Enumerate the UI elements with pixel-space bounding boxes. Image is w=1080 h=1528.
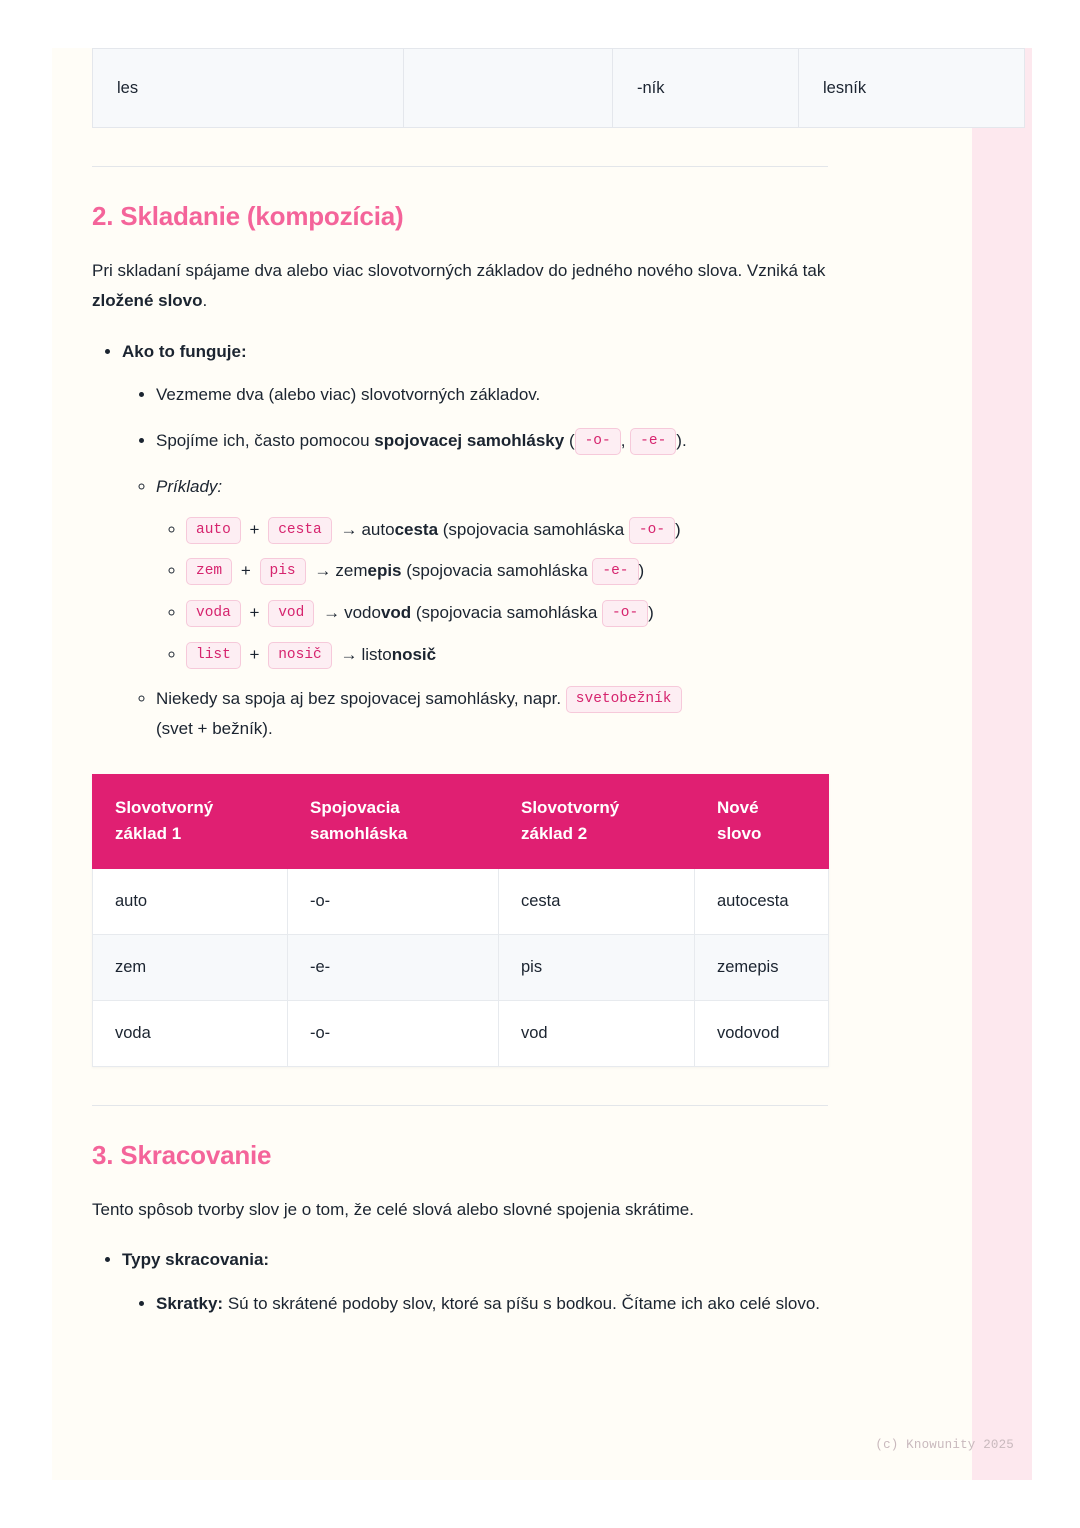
section-divider-2 (92, 1105, 828, 1106)
continued-table (92, 48, 1025, 128)
column-header-base1: Slovotvorný základ 1 (93, 774, 288, 868)
example-base2-chip: cesta (268, 517, 332, 544)
section3-intro: Tento spôsob tvorby slov je o tom, že celé slová alebo slovné spojenia skrátime. (92, 1199, 694, 1219)
plus-sign: + (240, 561, 251, 581)
section2-intro (92, 256, 828, 316)
example-note-open: (spojovacia samohláska (401, 561, 593, 581)
list-item (186, 512, 828, 548)
cell-vowel: -e- (288, 934, 499, 1000)
list-item (186, 595, 828, 631)
arrow-icon: → (340, 519, 358, 539)
example-note-close: ) (638, 561, 645, 581)
cell-newword: autocesta (695, 868, 829, 934)
table-row (93, 49, 1025, 128)
how-it-works-list (92, 338, 828, 744)
without-vowel-post: (svet + bežník). (156, 719, 273, 739)
section-heading-2: 2. Skladanie (kompozícia) (92, 201, 404, 231)
without-vowel-pre: Niekedy sa spoja aj bez spojovacej samohlásky, napr. (156, 689, 566, 709)
section2-intro-bold: zložené slovo (92, 290, 203, 310)
list-item (186, 553, 828, 589)
types-sublist (122, 1289, 828, 1319)
abbrev-label: Skratky: (156, 1294, 224, 1314)
plus-sign: + (249, 603, 260, 623)
cell-base2: vod (499, 1000, 695, 1066)
cell-base1: zem (93, 934, 288, 1000)
vowel-chip-o: -o- (575, 428, 621, 455)
list-item (156, 426, 828, 456)
example-result-bold: nosič (391, 644, 437, 664)
table-row (93, 868, 829, 934)
example-result-bold: vod (380, 603, 412, 623)
step1-text: Vezmeme dva (alebo viac) slovotvorných základov. (156, 385, 541, 405)
example-result-plain: vodo (344, 603, 381, 623)
example-result-bold: epis (367, 561, 402, 581)
list-item-examples (156, 472, 828, 673)
table-row (93, 934, 829, 1000)
example-base1-chip: list (186, 642, 241, 669)
vowel-chip-e: -e- (630, 428, 676, 455)
cell-vowel: -o- (288, 1000, 499, 1066)
examples-sublist (156, 512, 828, 673)
examples-list (122, 472, 828, 744)
document-content (92, 48, 867, 1335)
cell-base1: auto (93, 868, 288, 934)
example-note-open: (spojovacia samohláska (438, 519, 629, 539)
cell-base1: voda (93, 1000, 288, 1066)
step2-bold: spojovacej samohlásky (374, 431, 565, 451)
step2-comma: , (620, 431, 631, 451)
list-item-types (122, 1246, 828, 1319)
list-item (186, 637, 828, 673)
example-base1-chip: auto (186, 517, 241, 544)
step2-pre: Spojíme ich, často pomocou (156, 431, 375, 451)
copyright-notice: (c) Knowunity 2025 (875, 1438, 1014, 1452)
examples-label: Príklady: (156, 476, 223, 496)
example-base2-chip: nosič (268, 642, 332, 669)
example-result-plain: auto (361, 519, 395, 539)
section-heading-3: 3. Skracovanie (92, 1139, 272, 1170)
example-base1-chip: voda (186, 600, 241, 627)
list-item (156, 380, 828, 410)
section2-intro-text: Pri skladaní spájame dva alebo viac slovotvorných základov do jedného nového slova. Vzniká tak (92, 261, 826, 280)
cell-vowel: -o- (288, 868, 499, 934)
example-result-plain: listo (361, 644, 392, 664)
plus-sign: + (249, 644, 260, 664)
how-it-works-label: Ako to funguje: (122, 341, 247, 361)
example-result-bold: cesta (394, 519, 439, 539)
arrow-icon: → (323, 603, 341, 623)
cell-base2: cesta (499, 868, 695, 934)
list-item-how-it-works (122, 338, 828, 744)
example-base1-chip: zem (186, 558, 232, 585)
column-header-vowel: Spojovacia samohláska (288, 774, 499, 868)
example-note-open: (spojovacia samohláska (411, 603, 603, 623)
cell-newword: zemepis (695, 934, 829, 1000)
example-base2-chip: pis (260, 558, 306, 585)
arrow-icon: → (340, 644, 358, 664)
example-note-close: ) (648, 603, 654, 623)
example-vowel-chip: -o- (629, 517, 675, 544)
example-note-close: ) (675, 519, 681, 539)
abbrev-text: Sú to skrátené podoby slov, ktoré sa píšu s bodkou. Čítame ich ako celé slovo. (223, 1294, 821, 1314)
step2-close: ). (676, 431, 687, 451)
cell-base2: pis (499, 934, 695, 1000)
table-cell-newword: lesník (799, 49, 1025, 128)
example-vowel-chip: -e- (592, 558, 638, 585)
table-cell-prefix (404, 49, 613, 128)
steps-list (122, 380, 828, 456)
example-base2-chip: vod (268, 600, 314, 627)
table-header-row (93, 774, 829, 868)
example-vowel-chip: -o- (602, 600, 648, 627)
column-header-base2: Slovotvorný základ 2 (499, 774, 695, 868)
types-label: Typy skracovania: (122, 1250, 270, 1270)
types-list (92, 1246, 828, 1319)
composition-table (92, 774, 829, 1067)
arrow-icon: → (314, 561, 332, 581)
column-header-newword: Nové slovo (695, 774, 829, 868)
section2-intro-end: . (202, 290, 208, 310)
table-cell-base: les (93, 49, 404, 128)
page-side-strip (972, 48, 1032, 1480)
step2-open: ( (564, 431, 575, 451)
table-cell-suffix: -ník (613, 49, 799, 128)
list-item (156, 1289, 828, 1319)
example-result-plain: zem (335, 561, 368, 581)
plus-sign: + (249, 519, 260, 539)
list-item-without-vowel (156, 684, 828, 744)
section-divider (92, 166, 828, 167)
without-vowel-chip: svetobežník (566, 686, 682, 713)
table-row (93, 1000, 829, 1066)
cell-newword: vodovod (695, 1000, 829, 1066)
